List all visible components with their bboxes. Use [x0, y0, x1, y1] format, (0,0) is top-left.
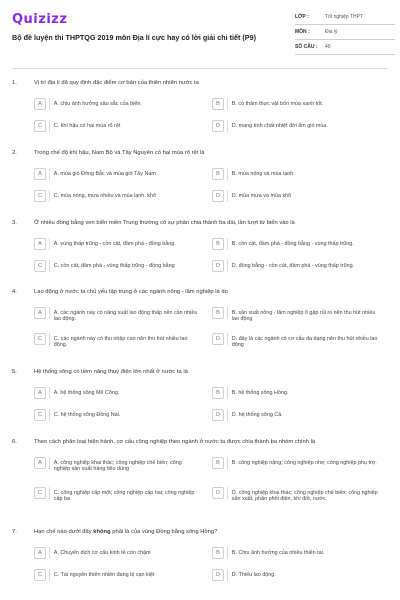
option-letter: D — [212, 569, 224, 581]
option-c[interactable] — [34, 487, 204, 503]
option-text: D. hệ thống sông Cả. — [231, 411, 283, 418]
question-header — [12, 439, 388, 451]
option-letter: D — [212, 260, 224, 272]
option-b[interactable] — [212, 238, 388, 250]
option-text: A. Chuyển dịch cơ cấu kinh tế còn chậm — [53, 549, 151, 556]
option-letter: A — [34, 168, 46, 180]
question-3 — [12, 220, 388, 269]
option-text: D. đồng bằng - cồn cát, đầm phá - vùng thấp trũng. — [231, 262, 355, 269]
option-text: A. vùng thấp trũng - cồn cát, đầm phá - đồng bằng. — [53, 240, 176, 247]
option-letter: B — [212, 168, 224, 180]
option-text: D. mang tính chất nhiệt đới ẩm gió mùa. — [231, 122, 328, 129]
question-number: 1. — [12, 80, 17, 86]
question-number: 2. — [12, 150, 17, 156]
option-letter: C — [34, 120, 46, 132]
question-text: Trong chế độ khí hậu, Nam Bộ và Tây Nguyên có hai mùa rõ rệt là — [34, 150, 205, 156]
question-header — [12, 150, 388, 162]
question-1 — [12, 80, 388, 129]
option-text: C. các ngành này có thu nhập cao nên thu hút nhiều lao động. — [53, 335, 188, 349]
question-5 — [12, 369, 388, 418]
option-text: B. Chịu ảnh hưởng của nhiều thiên tai. — [231, 549, 325, 556]
option-text: D. công nghiệp khai thác; công nghiệp chế biến; công nghiệp sản xuất, phân phối điện, khí đốt, nước. — [231, 489, 378, 503]
question-number: 4. — [12, 289, 17, 295]
option-c[interactable] — [34, 409, 204, 421]
question-number: 5. — [12, 369, 17, 375]
option-letter: A — [34, 307, 46, 319]
option-b[interactable] — [212, 387, 388, 399]
meta-table — [295, 10, 395, 55]
option-d[interactable] — [212, 120, 388, 132]
question-text: Theo cách phân loại hiện hành, cơ cấu công nghiệp theo ngành ở nước ta được chia thành ba nhóm chính là — [34, 439, 316, 445]
option-d[interactable] — [212, 569, 388, 581]
option-a[interactable] — [34, 387, 204, 399]
question-header — [12, 80, 388, 92]
option-d[interactable] — [212, 260, 388, 272]
option-d[interactable] — [212, 190, 388, 202]
meta-value: Địa lý — [325, 29, 338, 35]
option-text: C. Tài nguyên thiên nhiên đang bị cạn kiệt — [53, 571, 155, 578]
option-letter: D — [212, 487, 224, 499]
option-text: C. mùa nóng, mưa nhiều và mùa lạnh, khô — [53, 192, 156, 199]
option-text: D. đây là các ngành có cơ cấu đa dạng nên thu hút nhiều lao động — [231, 335, 378, 349]
meta-key: LỚP : — [295, 14, 309, 20]
option-b[interactable] — [212, 98, 388, 110]
quizizz-logo: Quizizz — [12, 12, 68, 27]
question-text: Ở nhiều đồng bằng ven biển miền Trung thường có sự phân chia thành ba dải, lần lượt từ biển vào là — [34, 220, 295, 226]
option-letter: A — [34, 387, 46, 399]
question-text: Hệ thống sông có tiềm năng thuỷ điện lớn nhất ở nước ta là — [34, 369, 188, 375]
option-d[interactable] — [212, 487, 388, 503]
option-letter: B — [212, 238, 224, 250]
option-letter: D — [212, 190, 224, 202]
option-text: D. Thiếu lao động. — [231, 571, 276, 578]
option-text: A. chịu ảnh hưởng sâu sắc của biển. — [53, 100, 142, 107]
question-4 — [12, 289, 388, 349]
option-text: B. công nghiệp nặng; công nghiệp nhẹ; công nghiệp phụ trợ. — [231, 459, 377, 466]
option-text: C. hệ thống sông Đồng Nai. — [53, 411, 121, 418]
question-6 — [12, 439, 388, 503]
question-number: 7. — [12, 529, 17, 535]
option-letter: C — [34, 260, 46, 272]
question-text: Lao động ở nước ta chủ yếu tập trung ở các ngành nông - lâm nghiệp là do — [34, 289, 228, 295]
option-letter: D — [212, 409, 224, 421]
option-letter: B — [212, 547, 224, 559]
option-letter: D — [212, 120, 224, 132]
option-text: A. hệ thống sông Mê Công. — [53, 389, 120, 396]
option-text: A. các ngành này có năng suất lao động thấp nên cần nhiều lao động. — [53, 309, 198, 323]
option-b[interactable] — [212, 168, 388, 180]
meta-value: Tốt nghiệp THPT — [325, 14, 363, 20]
option-a[interactable] — [34, 457, 204, 473]
option-letter: B — [212, 457, 224, 469]
question-number: 3. — [12, 220, 17, 226]
option-c[interactable] — [34, 190, 204, 202]
header-divider — [12, 68, 388, 69]
option-d[interactable] — [212, 409, 388, 421]
option-a[interactable] — [34, 547, 204, 559]
question-header — [12, 369, 388, 381]
meta-row-count — [295, 40, 395, 55]
question-number: 6. — [12, 439, 17, 445]
option-letter: C — [34, 409, 46, 421]
option-text: C. công nghiệp cấp một; công nghiệp cấp hai; công nghiệp cấp ba — [53, 489, 195, 503]
option-c[interactable] — [34, 120, 204, 132]
option-b[interactable] — [212, 457, 388, 469]
question-header — [12, 220, 388, 232]
meta-key: SỐ CÂU : — [295, 44, 318, 50]
option-letter: A — [34, 457, 46, 469]
question-2 — [12, 150, 388, 199]
option-a[interactable] — [34, 168, 204, 180]
option-text: B. cồn cát, đầm phá - đồng bằng - vùng thấp trũng. — [231, 240, 354, 247]
option-text: C. khí hậu có hai mùa rõ rệt — [53, 122, 121, 129]
option-d[interactable] — [212, 333, 388, 349]
meta-row-class — [295, 10, 395, 25]
option-a[interactable] — [34, 307, 204, 323]
meta-value: 40 — [325, 44, 331, 50]
option-letter: D — [212, 333, 224, 345]
option-letter: C — [34, 569, 46, 581]
option-text: A. mùa gió Đông Bắc và mùa gió Tây Nam — [53, 170, 156, 177]
question-text: Hạn chế nào dưới đây không phải là của vùng Đồng bằng sông Hồng? — [34, 529, 218, 535]
option-letter: A — [34, 238, 46, 250]
option-letter: B — [212, 387, 224, 399]
option-a[interactable] — [34, 238, 204, 250]
option-b[interactable] — [212, 547, 388, 559]
option-text: A. công nghiệp khai thác; công nghiệp chế biến; công nghiệp sản xuất hàng tiêu dùng — [53, 459, 182, 473]
option-c[interactable] — [34, 260, 204, 272]
option-letter: B — [212, 307, 224, 319]
option-text: D. mùa mưa và mùa khô — [231, 192, 292, 199]
option-a[interactable] — [34, 98, 204, 110]
option-text: B. mùa nóng và mùa lạnh — [231, 170, 294, 177]
question-7 — [12, 529, 388, 578]
option-letter: C — [34, 333, 46, 345]
option-letter: B — [212, 98, 224, 110]
option-c[interactable] — [34, 569, 204, 581]
document-header — [0, 0, 400, 68]
option-text: B. hệ thống sông Hồng. — [231, 389, 289, 396]
option-text: C. cồn cát, đầm phá - vùng thấp trũng - đồng bằng — [53, 262, 175, 269]
option-text: B. sản xuất nông - lâm nghiệp ít gặp rủi ro nên thu hút nhiều lao động — [231, 309, 376, 323]
document-title: Bộ đề luyện thi THPTQG 2019 môn Địa lí cực hay có lời giải chi tiết (P9) — [12, 33, 256, 42]
option-letter: A — [34, 547, 46, 559]
meta-key: MÔN : — [295, 29, 310, 35]
option-c[interactable] — [34, 333, 204, 349]
option-letter: C — [34, 190, 46, 202]
option-letter: C — [34, 487, 46, 499]
question-header — [12, 529, 388, 541]
question-header — [12, 289, 388, 301]
option-b[interactable] — [212, 307, 388, 323]
meta-row-subject — [295, 25, 395, 40]
option-letter: A — [34, 98, 46, 110]
question-text: Vị trí địa lí đã quy định đặc điểm cơ bản của thiên nhiên nước ta — [34, 80, 199, 86]
option-text: B. có thảm thực vật bốn mùa xanh tốt. — [231, 100, 324, 107]
